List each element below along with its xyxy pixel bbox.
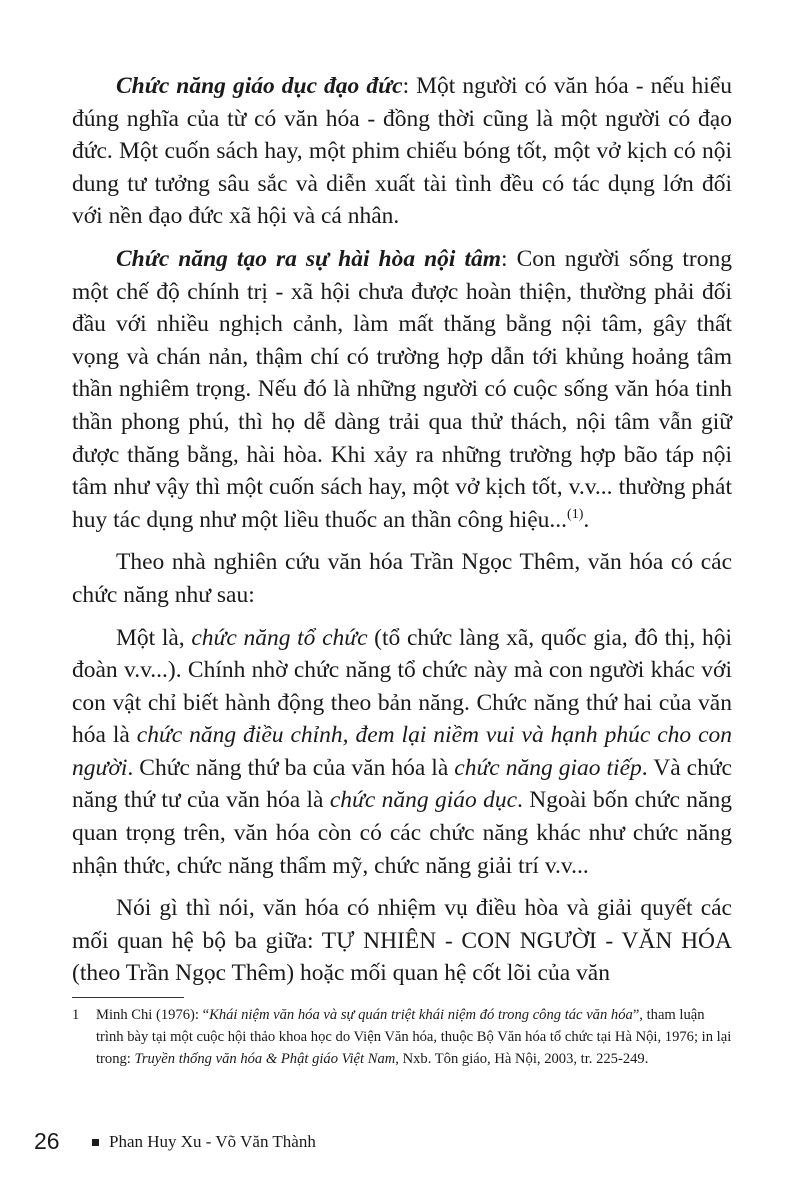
footer-authors: Phan Huy Xu - Võ Văn Thành xyxy=(109,1132,316,1151)
paragraph-lead: Chức năng giáo dục đạo đức xyxy=(116,73,403,99)
footnote-title: Khái niệm văn hóa và sự quán triệt khái niệm đó trong công tác văn hóa xyxy=(209,1007,633,1023)
footnote-run: , Nxb. Tôn giáo, Hà Nội, 2003, tr. 225-249. xyxy=(395,1051,649,1067)
text-run: Một là, xyxy=(116,624,192,651)
italic-run: chức năng giáo dục xyxy=(329,787,518,814)
paragraph-tail: . xyxy=(583,506,590,533)
footnote-text xyxy=(96,1004,734,1070)
footnote-divider xyxy=(72,997,184,998)
italic-run: chức năng tổ chức xyxy=(191,624,368,651)
text-run: . Ngoài bốn chức năng quan trọng trên, văn hóa còn có các chức năng khác như chức năng nhận thức, chức năng thẩm mỹ, chức năng giải trí v.v... xyxy=(72,787,732,879)
paragraph-text: Nói gì thì nói, văn hóa có nhiệm vụ điều hòa và giải quyết các mối quan hệ bộ ba giữa: TỰ NHIÊN - CON NGƯỜI - VĂN HÓA (theo Trần Ngọc Thêm) hoặc mối quan hệ cốt lõi của văn xyxy=(72,895,732,987)
italic-run: chức năng giao tiếp xyxy=(454,754,642,781)
footnote xyxy=(72,1004,734,1070)
footnote-number: 1 xyxy=(72,1007,80,1023)
text-run: . Chức năng thứ ba của văn hóa là xyxy=(127,754,455,781)
footnote-run: Minh Chi (1976): “ xyxy=(96,1007,210,1023)
paragraph-text: : Con người sống trong một chế độ chính trị - xã hội chưa được hoàn thiện, thường phải đối đầu với nhiều nghịch cảnh, làm mất thăng bằng nội tâm, gây thất vọng và chán nản, thậm chí có trường hợp dẫn tới khủng hoảng tâm thần nghiêm trọng. Nếu đó là những người có cuộc sống văn hóa tinh thần phong phú, thì họ dễ dàng trải qua thử thách, nội tâm vẫn giữ được thăng bằng, hài hòa. Khi xảy ra những trường hợp bão táp nội tâm như vậy thì một cuốn sách hay, một vở kịch tốt, v.v... thường phát huy tác dụng như một liều thuốc an thần công hiệu... xyxy=(72,245,732,533)
paragraph-triad xyxy=(72,892,732,990)
paragraph-text: : Một người có văn hóa - nếu hiểu đúng nghĩa của từ có văn hóa - đồng thời cũng là một người có đạo đức. Một cuốn sách hay, một phim chiếu bóng tốt, một vở kịch có nội dung tư tưởng sâu sắc và diễn xuất tài tình đều có tác dụng lớn đối với nền đạo đức xã hội và cá nhân. xyxy=(72,73,732,230)
paragraph-text: Theo nhà nghiên cứu văn hóa Trần Ngọc Thêm, văn hóa có các chức năng như sau: xyxy=(72,549,732,608)
running-footer xyxy=(92,1129,316,1155)
text-run: . Và chức năng thứ tư của văn hóa là xyxy=(72,754,732,814)
paragraph-lead: Chức năng tạo ra sự hài hòa nội tâm xyxy=(116,245,502,272)
paragraph-tran-ngoc-them xyxy=(72,546,732,611)
paragraph-moral-education xyxy=(72,70,732,233)
body-text xyxy=(72,70,732,990)
footnote-run: ”, tham luận trình bày tại một cuộc hội thảo khoa học do Viện Văn hóa, thuộc Bộ Văn hóa tổ chức tại Hà Nội, 1976; in lại trong: xyxy=(96,1007,732,1067)
footnote-reference: (1) xyxy=(567,506,584,522)
paragraph-functions-list xyxy=(72,622,732,883)
paragraph-inner-harmony xyxy=(72,243,732,536)
footnote-book-title: Truyền thống văn hóa & Phật giáo Việt Nam xyxy=(134,1051,396,1067)
text-run: (tổ chức làng xã, quốc gia, đô thị, hội đoàn v.v...). Chính nhờ chức năng tổ chức này mà con người khác với con vật chỉ biết hành động theo bản năng. Chức năng thứ hai của văn hóa là xyxy=(72,624,732,749)
italic-run: chức năng điều chỉnh, đem lại niềm vui và hạnh phúc cho con người xyxy=(72,722,733,781)
page-number: 26 xyxy=(34,1128,60,1154)
bullet-icon xyxy=(92,1139,99,1146)
